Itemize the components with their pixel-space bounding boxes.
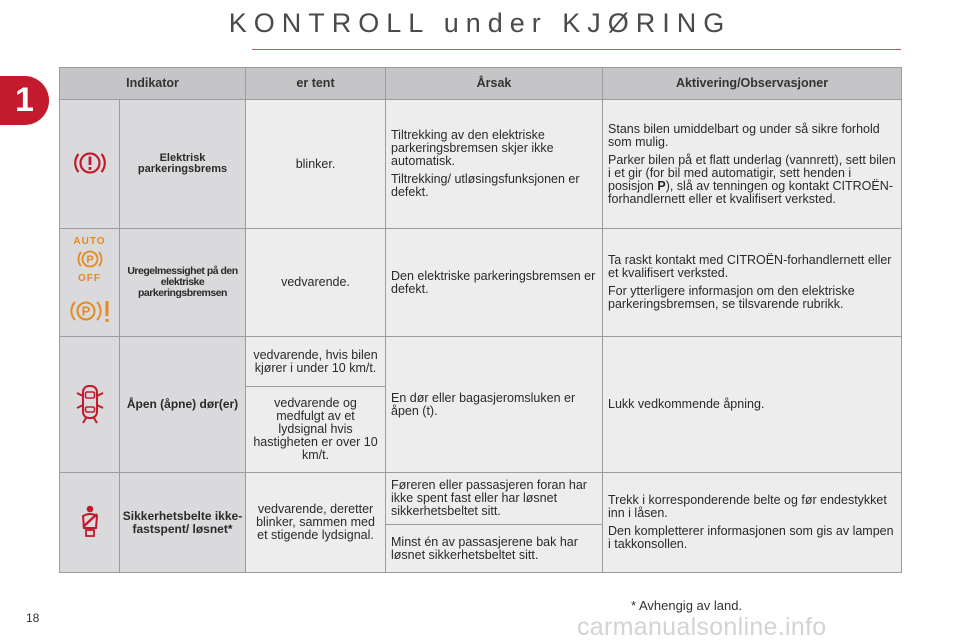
action-text: Ta raskt kontakt med CITROËN-forhandlernett eller et kvalifisert verksted. (608, 253, 892, 280)
action-text: Trekk i korresponderende belte og før endestykket inn i låsen. (608, 493, 887, 520)
icon-cell (60, 337, 120, 473)
icon-cell (60, 100, 120, 229)
svg-text:P: P (85, 253, 94, 266)
action-text: For ytterligere informasjon om den elektriske parkeringsbremsen, se tilsvarende rubrikk. (608, 284, 855, 311)
footnote: * Avhengig av land. (631, 598, 743, 613)
page-number: 18 (26, 611, 40, 625)
indicator-name: Åpen (åpne) dør(er) (120, 337, 246, 473)
park-brake-fault-icon (67, 296, 113, 326)
cause-text: Den elektriske parkeringsbremsen er defekt. (391, 268, 596, 296)
icon-cell (60, 473, 120, 573)
cause-cell (386, 100, 603, 229)
indicator-table (59, 67, 902, 573)
cause-cell: Føreren eller passasjeren foran har ikke spent fast eller har løsnet sikkerhetsbeltet sitt. (386, 473, 603, 525)
brake-warning-icon (72, 147, 108, 179)
auto-park-brake-icon (73, 237, 105, 284)
watermark: carmanualsonline.info (577, 613, 827, 641)
cause-cell (386, 337, 603, 473)
header-indicator: Indikator (60, 68, 246, 100)
table-row (60, 473, 902, 525)
header-action: Aktivering/Observasjoner (603, 68, 902, 100)
icon-cell (60, 229, 120, 337)
title-divider (252, 49, 901, 50)
action-text-part: Parker bilen på et flatt underlag (vannrett), sett bilen i et gir (for bil med automatigir, sett henden i posisjon (608, 152, 896, 193)
action-cell (603, 229, 902, 337)
action-cell (603, 473, 902, 573)
gear-position-p: P (657, 178, 666, 193)
action-text: Lukk vedkommende åpning. (608, 397, 765, 411)
action-text-part: ), slå av tenningen og kontakt CITROËN-forhandlernett eller et kvalifisert verksted. (608, 178, 893, 206)
table-row (60, 337, 902, 387)
action-cell (603, 337, 902, 473)
park-brake-symbol (77, 247, 103, 271)
state-cell: vedvarende, deretter blinker, sammen med et stigende lydsignal. (246, 473, 386, 573)
state-cell: vedvarende. (246, 229, 386, 337)
off-label: OFF (78, 272, 101, 284)
svg-text:P: P (81, 303, 90, 318)
action-cell (603, 100, 902, 229)
table-row (60, 229, 902, 337)
state-cell: blinker. (246, 100, 386, 229)
table-header-row (60, 68, 902, 100)
page-title: KONTROLL under KJØRING (228, 8, 732, 38)
door-open-icon (75, 381, 105, 425)
header-cause: Årsak (386, 68, 603, 100)
cause-cell: Minst én av passasjerene bak har løsnet sikkerhetsbeltet sitt. (386, 525, 603, 573)
auto-label: AUTO (73, 235, 106, 247)
cause-text: Tiltrekking av den elektriske parkeringsbremsen skjer ikke automatisk. (391, 128, 554, 168)
cause-text: En dør eller bagasjeromsluken er åpen (t). (391, 390, 576, 418)
action-text: Den kompletterer informasjonen som gis av lampen i takkonsollen. (608, 524, 894, 551)
indicator-name: Elektrisk parkeringsbrems (120, 100, 246, 229)
table-row (60, 100, 902, 229)
header-state: er tent (246, 68, 386, 100)
action-text (608, 154, 896, 206)
cause-text: Tiltrekking/ utløsingsfunksjonen er defekt. (391, 172, 580, 199)
state-cell: vedvarende, hvis bilen kjører i under 10 km/t. (246, 337, 386, 387)
chapter-tab: 1 (0, 76, 49, 125)
state-cell: vedvarende og medfulgt av et lydsignal hvis hastigheten er over 10 km/t. (246, 387, 386, 473)
action-text: Stans bilen umiddelbart og under så sikre forhold som mulig. (608, 121, 880, 149)
indicator-name: Uregelmessighet på den elektriske parkeringsbremsen (120, 229, 246, 337)
seatbelt-icon (77, 504, 103, 538)
cause-cell (386, 229, 603, 337)
indicator-name: Sikkerhetsbelte ikke-fastspent/ løsnet* (120, 473, 246, 573)
